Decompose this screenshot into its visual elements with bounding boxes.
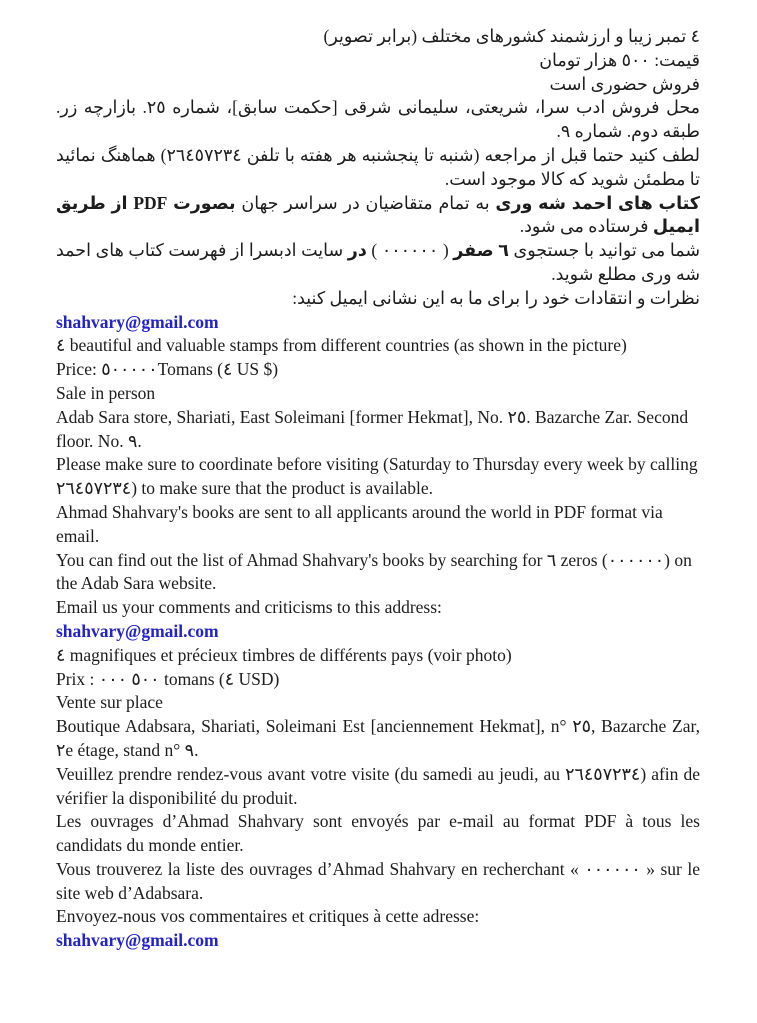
fa-six-zeros-line bbox=[56, 239, 700, 287]
en-coordinate-line: Please make sure to coordinate before visiting (Saturday to Thursday every week by calling ٢٦٤٥٧٢٣٤) to make sure that the product is available. bbox=[56, 454, 698, 499]
persian-section bbox=[56, 25, 700, 334]
email-link-french[interactable]: shahvary@gmail.com bbox=[56, 930, 219, 951]
email-link-persian[interactable]: shahvary@gmail.com bbox=[56, 311, 219, 332]
fr-books-pdf-line: Les ouvrages d’Ahmad Shahvary sont envoyés par e-mail au format PDF à tous les candidats du monde entier. bbox=[56, 811, 700, 856]
en-books-pdf-line: Ahmad Shahvary's books are sent to all applicants around the world in PDF format via email. bbox=[56, 501, 663, 546]
fa-zeros-six-bold: ٦ صفر bbox=[453, 240, 509, 261]
fr-email-line bbox=[56, 929, 700, 953]
fr-price-line: Prix : ٥٠٠ ٠٠٠ tomans (٤ USD) bbox=[56, 668, 280, 689]
fa-books-pdf-bold: بصورت PDF از طریق ایمیل bbox=[56, 192, 700, 237]
fa-address-line: محل فروش ادب سرا، شریعتی، سلیمانی شرقی [حکمت سابق]، شماره ٢٥. بازارچه زر. طبقه دوم. شماره ٩. bbox=[56, 97, 700, 142]
en-stamps-title: ٤ beautiful and valuable stamps from different countries (as shown in the picture) bbox=[56, 335, 627, 356]
fa-zeros-start-text: شما می توانید با جستجوی bbox=[508, 240, 700, 261]
fr-email-prompt-line: Envoyez-nous vos commentaires et critiques à cette adresse: bbox=[56, 906, 480, 927]
fa-books-pdf-line bbox=[56, 192, 700, 240]
en-sale-in-person-line: Sale in person bbox=[56, 382, 156, 403]
fa-sale-in-person-line: فروش حضوری است bbox=[549, 73, 700, 94]
email-link-english[interactable]: shahvary@gmail.com bbox=[56, 620, 219, 641]
fa-email-prompt-line: نظرات و انتقادات خود را برای ما به این نشانی ایمیل کنید: bbox=[292, 287, 700, 308]
fa-zeros-end-text: سایت ادبسرا از فهرست کتاب های احمد شه وری مطلع شوید. bbox=[56, 240, 700, 284]
en-price-line: Price: ٥٠٠٠٠٠Tomans (٤ US $) bbox=[56, 359, 279, 380]
fa-zeros-mid-text: ( ٠٠٠٠٠٠ ) bbox=[366, 240, 454, 261]
fr-sale-in-person-line: Vente sur place bbox=[56, 692, 163, 713]
fa-coordinate-line: لطف کنید حتما قبل از مراجعه (شنبه تا پنجشنبه هر هفته با تلفن ٢٦٤٥٧٢٣٤) هماهنگ نمائید تا مطمئن شوید که کالا موجود است. bbox=[56, 144, 700, 189]
en-address-line: Adab Sara store, Shariati, East Soleimani [former Hekmat], No. ٢٥. Bazarche Zar. Second floor. No. ٩. bbox=[56, 406, 689, 451]
fa-stamps-title: ٤ تمبر زیبا و ارزشمند کشورهای مختلف (برابر تصویر) bbox=[323, 26, 700, 46]
fr-stamps-title: ٤ magnifiques et précieux timbres de différents pays (voir photo) bbox=[56, 644, 512, 665]
fr-six-zeros-line: Vous trouverez la liste des ouvrages d’Ahmad Shahvary en recherchant « ٠٠٠٠٠٠ » sur le site web d’Adabsara. bbox=[56, 858, 700, 903]
fa-email-line bbox=[56, 311, 700, 335]
fa-books-author-bold: کتاب های احمد شه وری bbox=[495, 192, 700, 213]
en-email-prompt-line: Email us your comments and criticisms to this address: bbox=[56, 597, 442, 618]
en-email-line bbox=[56, 620, 700, 644]
en-six-zeros-line: You can find out the list of Ahmad Shahvary's books by searching for ٦ zeros (٠٠٠٠٠٠) on the Adab Sara website. bbox=[56, 549, 692, 594]
fr-coordinate-line: Veuillez prendre rendez-vous avant votre visite (du samedi au jeudi, au ٢٦٤٥٧٢٣٤) afin de vérifier la disponibilité du produit. bbox=[56, 763, 700, 808]
english-section bbox=[56, 334, 700, 643]
fa-price-line: قیمت: ٥٠٠ هزار تومان bbox=[539, 49, 700, 70]
fa-books-end-text: فرستاده می شود. bbox=[519, 216, 653, 237]
french-section bbox=[56, 644, 700, 953]
fa-zeros-dar-bold: در bbox=[347, 240, 367, 261]
fr-address-line: Boutique Adabsara, Shariati, Soleimani Est [anciennement Hekmat], n° ٢٥, Bazarche Zar, ٢e étage, stand n° ٩. bbox=[56, 716, 700, 760]
fa-books-mid-text: به تمام متقاضیان در سراسر جهان bbox=[235, 192, 496, 213]
